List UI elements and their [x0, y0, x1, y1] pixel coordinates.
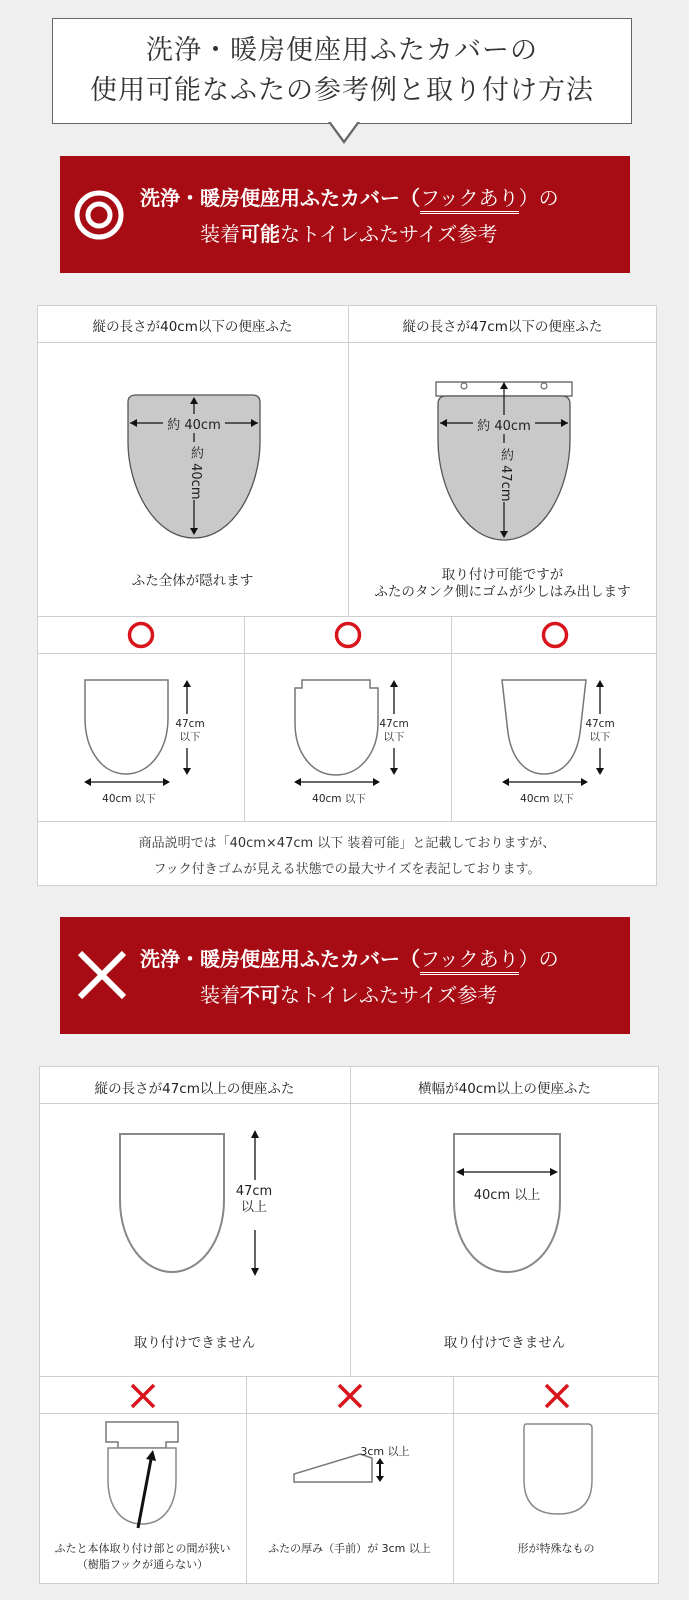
ng-cross-icon	[543, 1382, 571, 1410]
ng-banner-line-1: 洗浄・暖房便座用ふたカバー（フックあり）の	[140, 943, 559, 972]
ng-banner-line-2: 装着不可なトイレふたサイズ参考	[200, 983, 498, 1007]
ok-circle-icon	[334, 621, 362, 649]
ok-shape-1-height-label: 47cm 以下	[175, 718, 205, 743]
ng-case3-caption: 形が特殊なもの	[517, 1542, 595, 1555]
ok-col2-caption-1: 取り付け可能ですが	[441, 567, 564, 583]
ng-special-shape-diagram	[520, 1420, 600, 1520]
ng-col1-caption: 取り付けできません	[133, 1335, 256, 1351]
ok-circle-icon	[541, 621, 569, 649]
ng-narrow-gap-diagram	[104, 1420, 224, 1540]
ng-wide-lid-diagram	[452, 1130, 572, 1280]
ok-shape-2-height-label: 47cm 以下	[379, 718, 409, 743]
ng-cross-icon	[129, 1382, 157, 1410]
ok-col1-height-label: 約 40cm	[188, 446, 203, 500]
ok-shape-3-width-label: 40cm 以下	[520, 793, 574, 805]
ng-banner	[60, 917, 630, 1034]
ok-col2-caption-2: ふたのタンク側にゴムが少しはみ出します	[374, 584, 631, 600]
ok-banner-line-1: 洗浄・暖房便座用ふたカバー（フックあり）の	[140, 182, 559, 211]
ok-circle-icon	[127, 621, 155, 649]
ng-col2-width-label: 40cm 以上	[462, 1184, 552, 1203]
ok-shape-1-width-label: 40cm 以下	[102, 793, 156, 805]
ng-col1-height-label: 47cm 以上	[235, 1184, 273, 1215]
ok-col1-caption: ふた全体が隠れます	[131, 573, 254, 589]
ng-cross-icon	[336, 1382, 364, 1410]
ok-shape-1-diagram	[80, 678, 240, 808]
ok-shape-2-diagram	[290, 678, 450, 808]
ok-col1-header: 縦の長さが40cm以下の便座ふた	[92, 319, 293, 335]
ok-banner	[60, 156, 630, 273]
ok-note-line-2: フック付きゴムが見える状態での最大サイズを表記しております。	[153, 862, 541, 877]
ng-col2-header: 横幅が40cm以上の便座ふた	[418, 1081, 591, 1097]
title-bubble	[52, 18, 632, 124]
ok-col2-width-label: 約 40cm	[473, 415, 535, 434]
ng-case2-caption: ふたの厚み（手前）が 3cm 以上	[268, 1542, 431, 1555]
ok-note-line-1: 商品説明では「40cm×47cm 以下 装着可能」と記載しておりますが、	[138, 836, 556, 851]
ok-col2-header: 縦の長さが47cm以下の便座ふた	[402, 319, 603, 335]
ok-col2-height-label: 約 47cm	[498, 448, 513, 502]
ng-col1-header: 縦の長さが47cm以上の便座ふた	[94, 1081, 295, 1097]
double-circle-icon	[74, 190, 124, 240]
ok-col1-width-label: 約 40cm	[163, 414, 225, 433]
title-line-1: 洗浄・暖房便座用ふたカバーの	[146, 35, 538, 66]
ok-shape-2-width-label: 40cm 以下	[312, 793, 366, 805]
ok-banner-line-2: 装着可能なトイレふたサイズ参考	[200, 222, 498, 246]
title-line-2: 使用可能なふたの参考例と取り付け方法	[90, 75, 594, 106]
ng-col2-caption: 取り付けできません	[443, 1335, 566, 1351]
bubble-tail-inner	[330, 121, 358, 140]
ok-shape-3-height-label: 47cm 以下	[585, 718, 615, 743]
ng-case1-caption: ふたと本体取り付け部との間が狭い （樹脂フックが通らない）	[54, 1542, 231, 1571]
cross-icon	[76, 949, 128, 1001]
ng-thickness-label: 3cm 以上	[360, 1445, 410, 1458]
